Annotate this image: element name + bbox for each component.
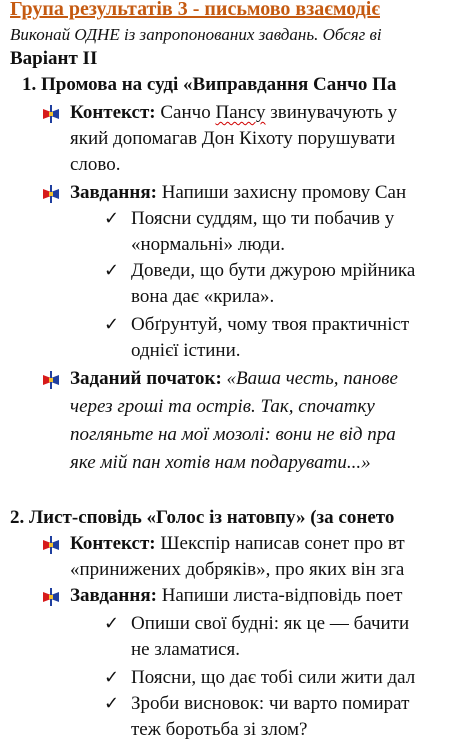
pushpin-bullet-icon <box>41 104 61 124</box>
task1-item3-line2: однієї істини. <box>131 340 241 361</box>
task2-item3-line1: Зроби висновок: чи варто помират <box>131 693 410 714</box>
task1-start-line3: погляньте на мої мозолі: вони не від пра <box>70 424 396 445</box>
assignment-label: Завдання: <box>70 182 157 203</box>
page-title: Група результатів 3 - письмово взаємодіє <box>10 0 380 20</box>
task1-context-line3: слово. <box>70 154 121 175</box>
task2-assignment <box>70 583 402 609</box>
task1-context <box>70 100 397 126</box>
checkmark-icon: ✓ <box>104 613 120 634</box>
task2-heading: 2. Лист-сповідь «Голос із натовпу» (за сонето <box>10 507 395 528</box>
task2-item1-line1: Опиши свої будні: як це — бачити <box>131 613 410 634</box>
task1-item1-line1: Поясни суддям, що ти побачив у <box>131 208 395 229</box>
assignment-text: Напиши захисну промову Сан <box>161 182 407 203</box>
task2-context <box>70 531 405 557</box>
start-text: «Ваша честь, панове <box>226 368 398 389</box>
task1-start-line2: через гроші та острів. Так, спочатку <box>70 396 375 417</box>
variant-heading: Варіант ІІ <box>10 48 98 69</box>
task1-assignment <box>70 180 406 206</box>
task1-start-line4: яке мій пан хотів нам подарувати...» <box>70 452 371 473</box>
assignment-label: Завдання: <box>70 585 157 606</box>
checkmark-icon: ✓ <box>104 260 120 281</box>
task1-item2-line2: вона дає «крила». <box>131 286 275 307</box>
task2-item3-line2: теж боротьба зі злом? <box>131 719 308 740</box>
context-text: Шекспір написав сонет про вт <box>160 533 405 554</box>
task2-context-line2: «принижених добряків», про яких він зга <box>70 559 405 580</box>
pushpin-bullet-icon <box>41 587 61 607</box>
context-label: Контекст: <box>70 533 156 554</box>
task2-item2-line1: Поясни, що дає тобі сили жити дал <box>131 667 416 688</box>
task1-heading: 1. Промова на суді «Виправдання Санчо Па <box>22 74 397 95</box>
checkmark-icon: ✓ <box>104 314 120 335</box>
instructions: Виконай ОДНЕ із запропонованих завдань. Обсяг ві <box>10 25 382 44</box>
checkmark-icon: ✓ <box>104 667 120 688</box>
context-text: Санчо <box>160 102 216 123</box>
task1-context-line2: який допомагав Дон Кіхоту порушувати <box>70 128 396 149</box>
misspelled-word: Пансу <box>215 102 266 123</box>
pushpin-bullet-icon <box>41 535 61 555</box>
pushpin-bullet-icon <box>41 370 61 390</box>
context-text: звинувачують у <box>265 102 398 123</box>
pushpin-bullet-icon <box>41 184 61 204</box>
task1-item2-line1: Доведи, що бути джурою мрійника <box>131 260 416 281</box>
assignment-text: Напиши листа-відповідь поет <box>161 585 403 606</box>
checkmark-icon: ✓ <box>104 208 120 229</box>
context-label: Контекст: <box>70 102 156 123</box>
task2-item1-line2: не зламатися. <box>131 639 240 660</box>
task1-start <box>70 366 398 392</box>
start-label: Заданий початок: <box>70 368 222 389</box>
task1-item3-line1: Обґрунтуй, чому твоя практичніст <box>131 314 410 335</box>
checkmark-icon: ✓ <box>104 693 120 714</box>
task1-item1-line2: «нормальні» люди. <box>131 234 286 255</box>
